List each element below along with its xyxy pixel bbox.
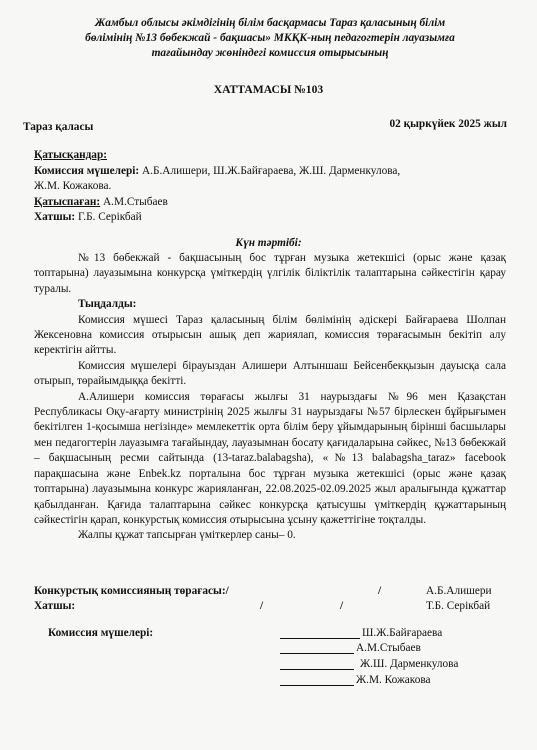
chair-name: А.Б.Алишери — [426, 585, 492, 597]
header-line-2: бөлімінің №13 бөбекжай - бақшасы» МКҚК-ның педагогтерін лауазымға — [85, 32, 455, 44]
members-sig-label: Комиссия мүшелері: — [48, 627, 154, 639]
chair-slash: / — [378, 585, 382, 597]
member-signature-row — [280, 626, 520, 641]
members-list: А.Б.Алишери, Ш.Ж.Байғараева, Ж.Ш. Дарменкулова, — [139, 164, 401, 177]
secretary-value: Г.Б. Серікбай — [75, 211, 142, 223]
city-label: Тараз қаласы — [23, 121, 94, 133]
member-name: Ж.М. Кожакова — [356, 674, 431, 686]
absent-label: Қатыспаған: — [34, 195, 101, 208]
paragraph-2: Комиссия мүшелері бірауыздан Алишери Алтыншаш Бейсенбекқызын дауысқа сала отырып, төрайымдыққа бекітті. — [34, 359, 506, 388]
document-title: ХАТТАМАСЫ №103 — [213, 83, 324, 96]
listened-label: Тыңдалды: — [78, 298, 137, 311]
paragraph-3: А.Алишери комиссия төрағасы жылғы 31 наурыздағы №96 мен Қазақстан Республикасы Оқу-ағарту министрінің 2025 жылғы 31 наурыздағы №57 бірлескен бұйрығымен бекітілген 1-қосымша негізінде» мемлекеттік орта білім беру ұйымдарының бірінші басшылары мен педагогтерін лауазымға тағайындау, лауазымнан босату қағидаларына сәйкес, №13 бөбекжай – бақшасының ресми сайтында (13-taraz.balabagsha), «№13 balabagsha_taraz» facebook парақшасына және Enbek.kz порталына бос тұрған музыка жетекшісі (орыс және қазақ топтарына) лауазымына конкурс жарияланған, 22.08.2025-02.09.2025 жыл аралығында құжаттар қабылданған. Қағида талаптарына сәйкес конкурсқа қатысушы үміткердің құжаттарының сәйкестігін қарап, конкурстық комиссия отырысына ұсыну қажеттігіне тоқталды. — [34, 390, 506, 526]
signature-line — [280, 669, 354, 670]
header-line-1: Жамбыл облысы әкімдігінің білім басқармасы Тараз қаласының білім — [94, 17, 446, 29]
paragraph-1: Комиссия мүшесі Тараз қаласының білім бөлімінің әдіскері Байғараева Шолпан Жексеновна комиссия отырысын ашық деп жариялап, комиссия төрағасымын бекітіп алу керектігін айтты. — [34, 313, 506, 357]
paragraph-4: Жалпы құжат тапсырған үміткерлер саны– 0. — [78, 529, 296, 542]
agenda-text: №13 бөбекжай - бақшасының бос тұрған музыка жетекшісі (орыс және қазақ топтарына) лауазымына конкурсқа үміткердің үлгілік біліктілік талаптарына сәйкестігін қарау туралы. — [34, 252, 506, 295]
agenda-body — [34, 251, 506, 544]
secretary-sig-label: Хатшы: — [34, 600, 76, 612]
signature-line — [280, 685, 354, 686]
signature-block — [34, 584, 504, 614]
secretary-label: Хатшы: — [34, 211, 76, 223]
signature-line — [280, 638, 360, 639]
secretary-slash-2: / — [340, 600, 344, 612]
member-name: Ж.Ш. Дарменкулова — [360, 658, 459, 670]
absent-value: А.М.Стыбаев — [100, 195, 168, 208]
members-list-cont: Ж.М. Кожакова. — [34, 180, 112, 192]
agenda-heading: Күн тәртібі: — [235, 237, 302, 249]
document-header — [30, 16, 510, 61]
members-label: Комиссия мүшелері: — [34, 164, 140, 177]
signature-line — [280, 653, 354, 654]
member-signature-row — [280, 673, 520, 688]
member-name: А.М.Стыбаев — [356, 642, 421, 654]
participants-label: Қатысқандар: — [34, 149, 108, 161]
header-line-3: тағайындау жөніндегі комиссия отырысының — [151, 47, 389, 59]
secretary-sig-name: Т.Б. Серікбай — [426, 600, 491, 612]
member-signature-row — [280, 641, 520, 656]
date-label: 02 қыркүйек 2025 жыл — [389, 118, 507, 130]
secretary-slash-1: / — [260, 600, 264, 612]
member-name: Ш.Ж.Байғараева — [362, 627, 443, 639]
chair-label: Конкурстық комиссияның төрағасы:/ — [34, 585, 229, 597]
member-signature-row — [280, 657, 520, 672]
attendance-block — [34, 148, 504, 226]
